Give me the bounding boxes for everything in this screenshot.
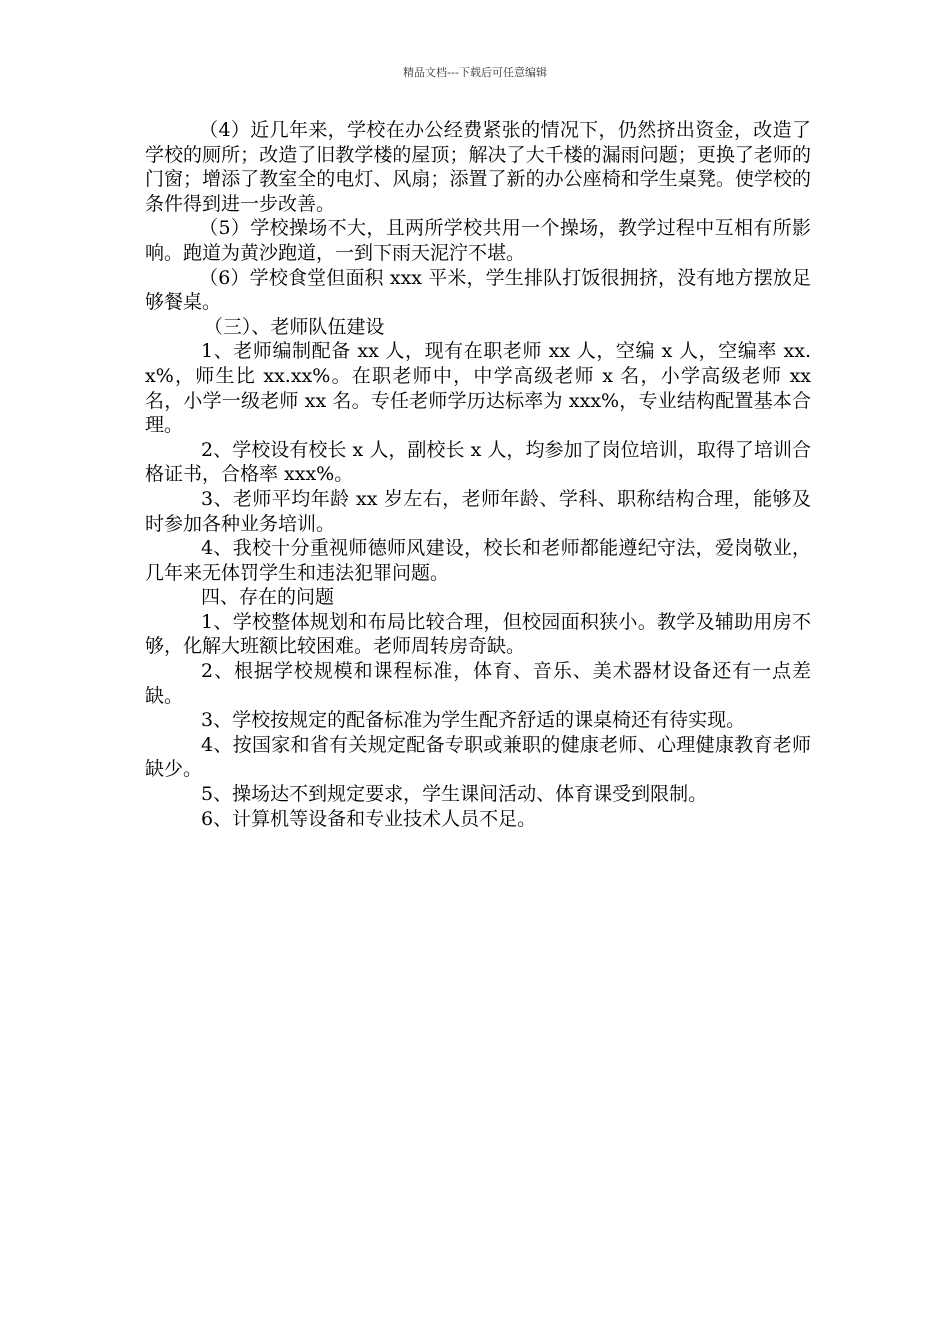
- section-heading-problems: 四、存在的问题: [201, 586, 335, 609]
- page-header: 精品文档---下载后可任意编辑: [403, 66, 547, 79]
- paragraph-playground: （5）学校操场不大，且两所学校共用一个操场，教学过程中互相有所影响。跑道为黄沙跑道，一到下雨天泥泞不堪。: [145, 217, 811, 264]
- paragraph-teacher-age: 3、老师平均年龄 xx 岁左右，老师年龄、学科、职称结构合理，能够及时参加各种业务培训。: [145, 487, 811, 535]
- paragraph-teacher-ethics: 4、我校十分重视师德师风建设，校长和老师都能遵纪守法，爱岗敬业，几年来无体罚学生和违法犯罪问题。: [145, 537, 811, 584]
- paragraph-problem-playground: 5、操场达不到规定要求，学生课间活动、体育课受到限制。: [201, 783, 708, 806]
- paragraph-problem-desks: 3、学校按规定的配备标准为学生配齐舒适的课桌椅还有待实现。: [201, 709, 746, 732]
- paragraph-teacher-staffing: 1、老师编制配备 xx 人，现有在职老师 xx 人，空编 x 人，空编率 xx.x%，师生比 xx.xx%。在职老师中，中学高级老师 x 名，小学高级老师 xx 名，小学一级老师 xx 名。专任老师学历达标率为 xxx%，专业结构配置基本合理。: [145, 340, 811, 437]
- document-body: [145, 118, 811, 831]
- paragraph-problem-equipment: 2、根据学校规模和课程标准，体育、音乐、美术器材设备还有一点差缺。: [145, 660, 811, 707]
- paragraph-canteen: （6）学校食堂但面积 xxx 平米，学生排队打饭很拥挤，没有地方摆放足够餐桌。: [145, 266, 811, 314]
- paragraph-principal-training: 2、学校设有校长 x 人，副校长 x 人，均参加了岗位培训，取得了培训合格证书，合格率 xxx%。: [145, 438, 811, 486]
- paragraph-problem-computers: 6、计算机等设备和专业技术人员不足。: [201, 807, 537, 830]
- paragraph-problem-health-teachers: 4、按国家和省有关规定配备专职或兼职的健康老师、心理健康教育老师缺少。: [145, 733, 811, 781]
- paragraph-problem-campus-area: 1、学校整体规划和布局比较合理，但校园面积狭小。教学及辅助用房不够，化解大班额比较困难。老师周转房奇缺。: [145, 610, 811, 658]
- paragraph-facility-improvements: （4）近几年来，学校在办公经费紧张的情况下，仍然挤出资金，改造了学校的厕所；改造了旧教学楼的屋顶；解决了大千楼的漏雨问题；更换了老师的门窗；增添了教室全的电灯、风扇；添置了新的办公座椅和学生桌凳。使学校的条件得到进一步改善。: [145, 119, 811, 215]
- section-heading-teacher-team: （三）、老师队伍建设: [203, 315, 385, 338]
